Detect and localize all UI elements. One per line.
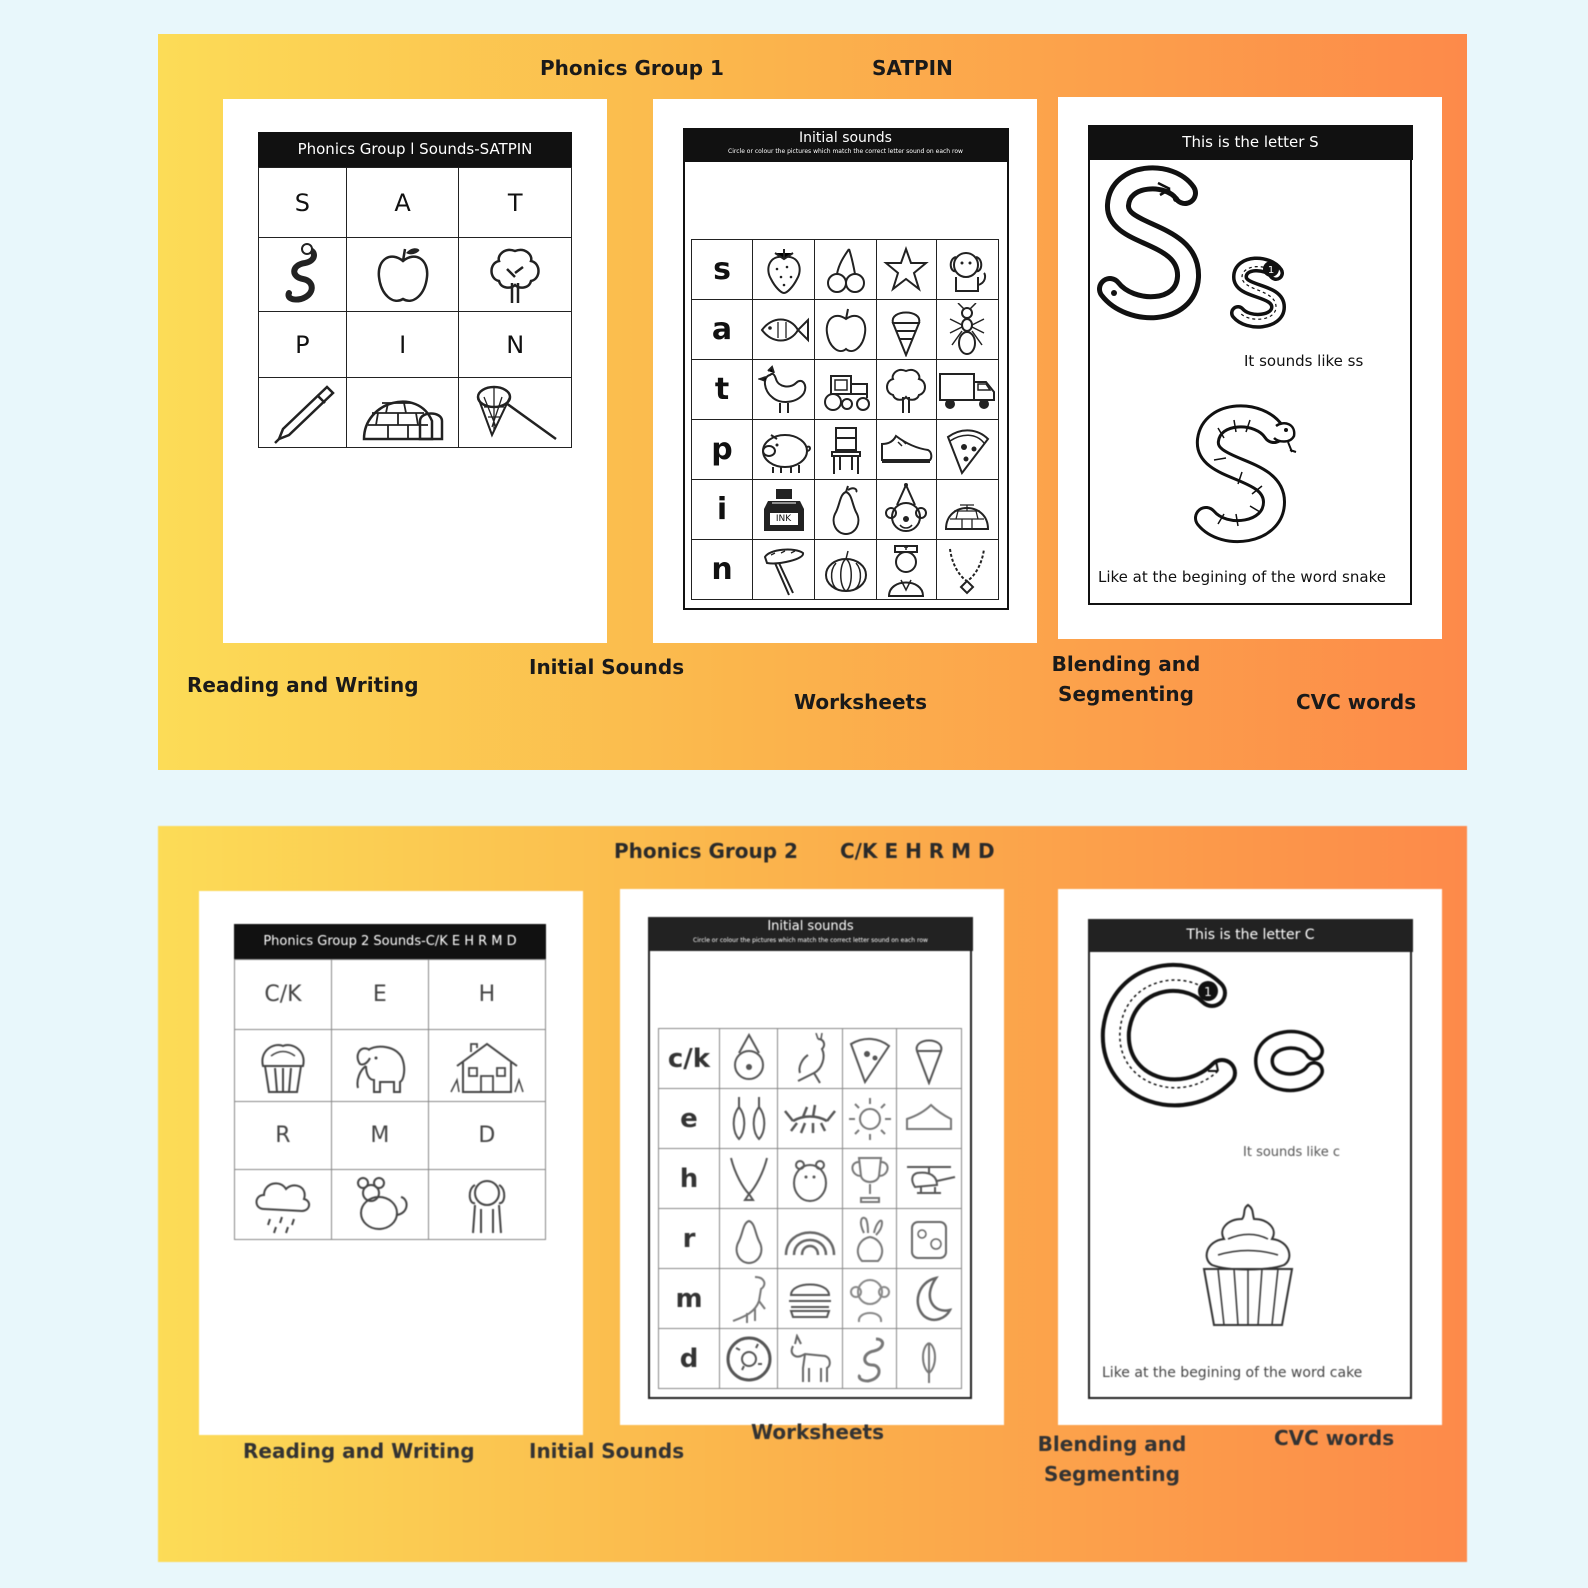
truck-icon: [936, 360, 998, 420]
pizza-icon: [936, 420, 998, 480]
sheet-header: [683, 128, 1008, 162]
earrings-icon: [720, 1089, 778, 1149]
group1-title: Phonics Group 1: [540, 56, 724, 80]
grid-letter: P: [259, 312, 347, 378]
grid-letter: C/K: [235, 960, 332, 1030]
worksheet-instructions: Circle or colour the pictures which match the correct letter sound on each row: [728, 148, 963, 155]
sheet-header: This is the letter S: [1088, 125, 1413, 160]
house-icon: [428, 1030, 545, 1102]
dog-icon: [936, 240, 998, 300]
necklace-icon: [936, 540, 998, 600]
pen-icon: [259, 378, 347, 448]
sounds-like-text: It sounds like ss: [1244, 352, 1364, 370]
sounds-grid-sheet: [199, 891, 583, 1435]
grid-letter: I: [346, 312, 459, 378]
label-initial-sounds: Initial Sounds: [529, 655, 685, 679]
rabbit-icon: [843, 1209, 897, 1269]
sounds-grid-sheet: [223, 99, 607, 643]
svg-text:1: 1: [1204, 985, 1212, 999]
group1-panel: [158, 34, 1467, 770]
worksheet-title: Initial sounds: [799, 130, 892, 146]
snake-icon: [259, 238, 347, 312]
label-blending-line2: Segmenting: [1058, 682, 1194, 706]
apple-icon: [815, 300, 877, 360]
mouse-icon: [331, 1170, 428, 1240]
label-blending-line2: Segmenting: [1044, 1462, 1180, 1486]
clown-icon: [720, 1029, 778, 1089]
group2-title: Phonics Group 2: [614, 839, 798, 863]
group2-panel: [158, 826, 1467, 1562]
sounds-grid: [234, 959, 546, 1240]
strawberry-icon: [753, 240, 815, 300]
rain-cloud-icon: [235, 1170, 332, 1240]
soap-icon: [896, 1209, 961, 1269]
cupcake-icon: [235, 1030, 332, 1102]
dog-icon: [428, 1170, 545, 1240]
grid-letter: D: [428, 1102, 545, 1170]
sheet-header: Phonics Group 2 Sounds-C/K E H R M D: [234, 924, 546, 959]
caption-text: Like at the begining of the word snake: [1098, 568, 1386, 586]
grid-letter: N: [459, 312, 572, 378]
necklace-icon: [720, 1149, 778, 1209]
letter-s-sheet: [1058, 97, 1442, 639]
label-worksheets: Worksheets: [751, 1420, 884, 1444]
shoe-icon: [877, 420, 937, 480]
donut-icon: [720, 1329, 778, 1389]
feather-icon: [896, 1329, 961, 1389]
grid-letter: S: [259, 168, 347, 238]
row-letter: m: [659, 1269, 720, 1329]
row-letter: c/k: [659, 1029, 720, 1089]
caption-text: Like at the begining of the word cake: [1102, 1365, 1363, 1381]
chair-icon: [815, 420, 877, 480]
sheet-header: [648, 917, 973, 951]
clown-icon: [877, 480, 937, 540]
initial-sounds-sheet: [653, 99, 1037, 643]
pear-icon: [720, 1209, 778, 1269]
label-blending: [1022, 1429, 1202, 1489]
grid-letter: A: [346, 168, 459, 238]
initial-sounds-sheet: [620, 889, 1004, 1425]
letter-c-sheet: [1058, 889, 1442, 1425]
ink-label: INK: [770, 513, 798, 525]
tree-icon: [459, 238, 572, 312]
ant-icon: [936, 300, 998, 360]
label-cvc-words: CVC words: [1296, 690, 1417, 714]
hamster-icon: [778, 1149, 843, 1209]
row-letter: a: [692, 300, 753, 360]
helicopter-icon: [896, 1149, 961, 1209]
row-letter: e: [659, 1089, 720, 1149]
row-letter: p: [692, 420, 753, 480]
monkey-icon: [843, 1269, 897, 1329]
grid-letter: R: [235, 1102, 332, 1170]
igloo-icon: [936, 480, 998, 540]
hen-icon: [753, 360, 815, 420]
net-icon: [459, 378, 572, 448]
pear-icon: [815, 480, 877, 540]
star-icon: [877, 240, 937, 300]
row-letter: h: [659, 1149, 720, 1209]
label-reading-writing: Reading and Writing: [187, 673, 419, 697]
worksheet-instructions: Circle or colour the pictures which match the correct letter sound on each row: [693, 937, 928, 944]
lobster-icon: [778, 1089, 843, 1149]
letter-c-tracing-icon: [1092, 961, 1342, 1131]
ice-cream-icon: [877, 300, 937, 360]
tractor-icon: [815, 360, 877, 420]
pizza-icon: [843, 1029, 897, 1089]
kangaroo-icon: [778, 1029, 843, 1089]
sheet-header: This is the letter C: [1088, 919, 1413, 952]
elephant-icon: [331, 1030, 428, 1102]
rainbow-icon: [778, 1209, 843, 1269]
initial-sounds-grid: [658, 1028, 962, 1389]
sun-icon: [843, 1089, 897, 1149]
apple-icon: [346, 238, 459, 312]
row-letter: n: [692, 540, 753, 600]
grid-letter: T: [459, 168, 572, 238]
row-letter: t: [692, 360, 753, 420]
initial-sounds-grid: [691, 239, 999, 600]
tree-icon: [877, 360, 937, 420]
label-cvc-words: CVC words: [1274, 1426, 1395, 1450]
cherries-icon: [815, 240, 877, 300]
row-letter: r: [659, 1209, 720, 1269]
label-blending-line1: Blending and: [1051, 652, 1201, 676]
worksheet-title: Initial sounds: [767, 919, 854, 934]
boot-icon: [896, 1089, 961, 1149]
row-letter: s: [692, 240, 753, 300]
svg-text:1: 1: [1267, 265, 1275, 276]
grid-letter: H: [428, 960, 545, 1030]
trophy-icon: [843, 1149, 897, 1209]
snake-s-icon: [1178, 402, 1318, 552]
sausage-icon: [753, 540, 815, 600]
burger-icon: [778, 1269, 843, 1329]
pumpkin-icon: [815, 540, 877, 600]
snake-icon: [843, 1329, 897, 1389]
dinosaur-icon: [720, 1269, 778, 1329]
grid-letter: M: [331, 1102, 428, 1170]
label-initial-sounds: Initial Sounds: [529, 1439, 685, 1463]
grid-letter: E: [331, 960, 428, 1030]
group1-sounds: SATPIN: [872, 56, 953, 80]
fish-icon: [753, 300, 815, 360]
sheet-header: Phonics Group l Sounds-SATPIN: [258, 132, 572, 167]
cupcake-icon: [1188, 1199, 1308, 1339]
label-blending: [1036, 649, 1216, 709]
sounds-like-text: It sounds like c: [1243, 1145, 1340, 1160]
row-letter: i: [692, 480, 753, 540]
sounds-grid: [258, 167, 572, 448]
label-reading-writing: Reading and Writing: [243, 1439, 475, 1463]
label-blending-line1: Blending and: [1037, 1432, 1187, 1456]
nurse-icon: [877, 540, 937, 600]
ice-cream-icon: [896, 1029, 961, 1089]
moon-icon: [896, 1269, 961, 1329]
igloo-icon: [346, 378, 459, 448]
donkey-icon: [778, 1329, 843, 1389]
label-worksheets: Worksheets: [794, 690, 927, 714]
letter-s-tracing-icon: [1090, 165, 1300, 345]
group2-sounds: C/K E H R M D: [840, 839, 995, 863]
pig-icon: [753, 420, 815, 480]
row-letter: d: [659, 1329, 720, 1389]
ink-icon: [753, 480, 815, 540]
